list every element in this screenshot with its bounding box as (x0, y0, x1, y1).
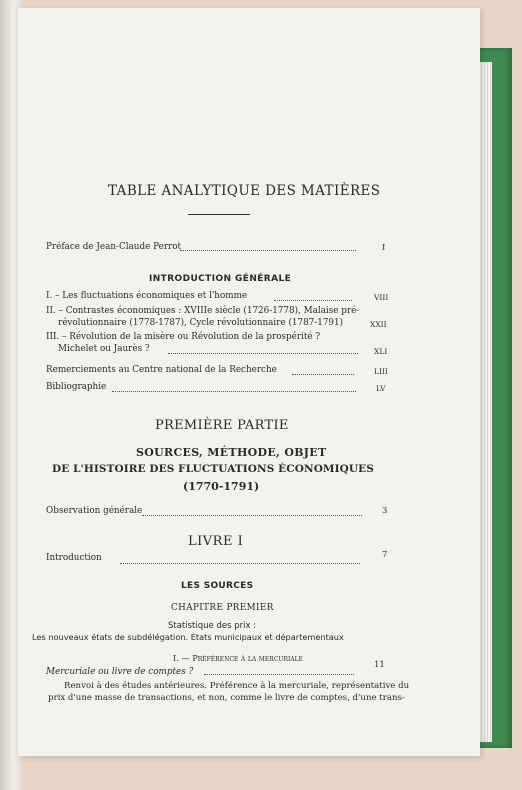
chapitre-heading: CHAPITRE PREMIER (171, 603, 274, 613)
page-number: LIII (374, 367, 388, 376)
title-rule (188, 214, 250, 215)
part-label: PREMIÈRE PARTIE (155, 418, 289, 433)
page-number: XLI (374, 347, 388, 356)
page-number: XXII (370, 320, 387, 329)
page-number: VIII (374, 293, 389, 302)
intro-heading: INTRODUCTION GÉNÉRALE (149, 274, 292, 284)
leader-dots (274, 300, 352, 301)
toc-title: TABLE ANALYTIQUE DES MATIÈRES (108, 183, 381, 199)
page-number: LV (376, 384, 386, 393)
observation-entry: Observation générale (46, 506, 143, 516)
book-page (18, 8, 480, 756)
leader-dots (180, 250, 356, 251)
body-text-line2: prix d'une masse de transactions, et non, comme le livre de comptes, d'une trans- (48, 693, 405, 703)
page-number: 7 (382, 550, 388, 560)
leader-dots (142, 515, 362, 516)
section-I-heading: I. — Préférence à la mercuriale (173, 653, 304, 663)
leader-dots (112, 391, 356, 392)
livre-heading: LIVRE I (188, 534, 244, 549)
part-title-line1: SOURCES, MÉTHODE, OBJET (136, 446, 327, 459)
stat-subheading: Les nouveaux états de subdélégation. Etats municipaux et départementaux (32, 632, 344, 642)
leader-dots (292, 374, 354, 375)
les-sources-heading: LES SOURCES (181, 581, 254, 591)
preface-entry: Préface de Jean-Claude Perrot (46, 242, 182, 252)
leader-dots (120, 563, 360, 564)
bibliographie-entry: Bibliographie (46, 382, 107, 392)
intro-item-3-line1: III. – Révolution de la misère ou Révolution de la prospérité ? (46, 332, 321, 342)
intro-item-2-line2: révolutionnaire (1778-1787), Cycle révolutionnaire (1787-1791) (58, 318, 344, 328)
intro-item-2-line1: II. – Contrastes économiques : XVIIIe siècle (1726-1778), Malaise pré- (46, 306, 360, 316)
part-title-line2: DE L'HISTOIRE DES FLUCTUATIONS ÉCONOMIQUES (52, 463, 374, 475)
page-number: 11 (374, 660, 385, 670)
remerciements-entry: Remerciements au Centre national de la Recherche (46, 365, 277, 375)
intro-item-3-line2: Michelet ou Jaurès ? (58, 344, 150, 354)
stat-heading: Statistique des prix : (168, 621, 257, 631)
mercuriale-entry: Mercuriale ou livre de comptes ? (46, 667, 194, 677)
leader-dots (204, 674, 354, 675)
introduction-entry: Introduction (46, 553, 102, 563)
page-number: I (382, 243, 386, 253)
page-number: 3 (382, 506, 388, 516)
intro-item-1: I. – Les fluctuations économiques et l'homme (46, 291, 248, 301)
leader-dots (168, 353, 358, 354)
body-text-line1: Renvoi à des études antérieures. Préférence à la mercuriale, représentative du (64, 681, 410, 691)
part-title-line3: (1770-1791) (183, 480, 260, 493)
